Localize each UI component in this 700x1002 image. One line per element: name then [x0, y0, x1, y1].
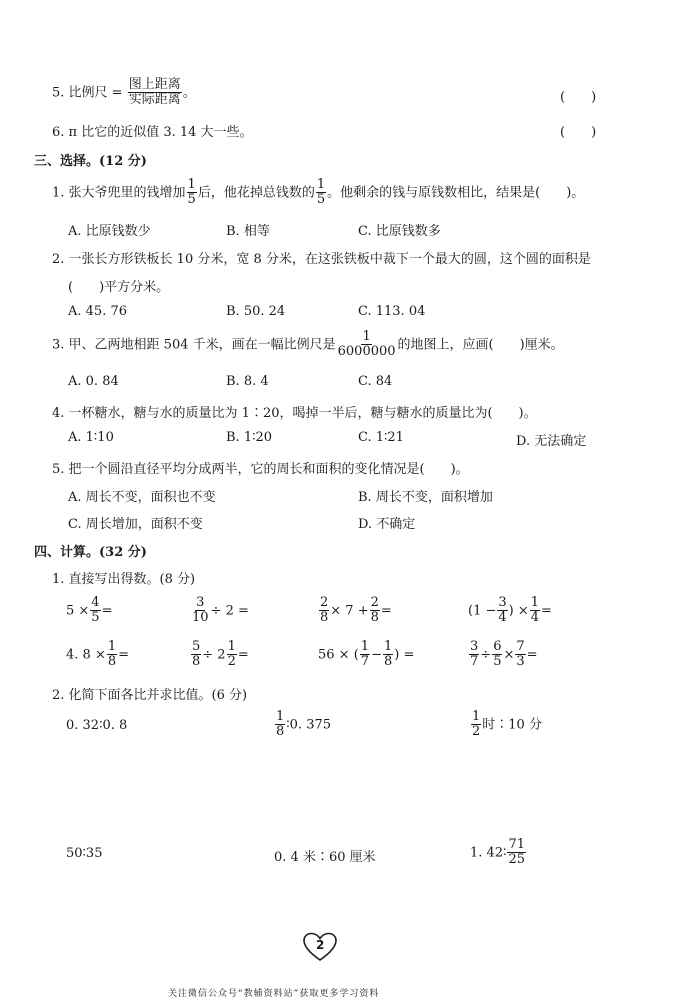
fraction: $\frac{3}{4}$ [498, 595, 507, 626]
judge-q5-text: 5. 比例尺 = [52, 85, 123, 101]
calc-item: (1 − $\frac{3}{4}$ ) × $\frac{1}{4}$ = [468, 595, 552, 626]
calc-item: 4. 8 × $\frac{1}{8}$ = [66, 639, 130, 670]
choice-q1: 1. 张大爷兜里的钱增加 $\frac{1}{5}$ 后，他花掉总钱数的 $\frac{1}{5}$ 。他剩余的钱与原钱数相比，结果是( )。 [52, 177, 585, 208]
choice-q5: 5. 把一个圆沿直径平均分成两半，它的周长和面积的变化情况是( )。 [52, 462, 469, 477]
option[interactable]: C. 比原钱数多 [358, 224, 441, 239]
option[interactable]: A. 1∶10 [68, 430, 114, 445]
option[interactable]: B. 周长不变，面积增加 [358, 490, 493, 505]
ratio-item: 0. 32∶0. 8 [66, 718, 128, 733]
answer-paren[interactable]: ( ) [560, 125, 597, 140]
fraction: $\frac{\text{图上距离}}{\text{实际距离}}$ [128, 77, 181, 108]
fraction: $\frac{4}{5}$ [91, 595, 100, 626]
judge-q6: 6. π 比它的近似值 3. 14 大一些。 [52, 125, 253, 140]
option[interactable]: D. 无法确定 [516, 434, 587, 449]
calc-item: $\frac{3}{10}$ ÷ 2 = [192, 595, 249, 626]
option[interactable]: C. 周长增加，面积不变 [68, 517, 203, 532]
fraction: $\frac{7}{3}$ [516, 639, 525, 670]
calc-item: $\frac{5}{8}$ ÷ 2 $\frac{1}{2}$ = [192, 639, 249, 670]
choice-q4: 4. 一杯糖水，糖与水的质量比为 1∶20，喝掉一半后，糖与糖水的质量比为( )。 [52, 406, 537, 421]
fraction: $\frac{6}{5}$ [493, 639, 502, 670]
option[interactable]: B. 1∶20 [226, 430, 273, 445]
footer-note: 关注微信公众号“教辅资料站”获取更多学习资料 [168, 989, 380, 999]
calc-item: 5 × $\frac{4}{5}$ = [66, 595, 113, 626]
fraction: $\frac{1}{8}$ [383, 639, 393, 670]
fraction: $\frac{1}{5}$ [187, 177, 196, 208]
ratio-item: $\frac{1}{2}$ 时∶10 分 [472, 709, 542, 740]
fraction: $\frac{1}{2}$ [227, 639, 236, 670]
page-number: 2 [316, 938, 325, 952]
calc-item: $\frac{2}{8}$ × 7 + $\frac{2}{8}$ = [320, 595, 392, 626]
sub-question: 1. 直接写出得数。(8 分) [52, 572, 196, 587]
fraction: $\frac{1}{8}$ [276, 709, 285, 740]
fraction: $\frac{1}{5}$ [316, 177, 326, 208]
fraction: $\frac{2}{8}$ [370, 595, 379, 626]
fraction: $\frac{1}{2}$ [472, 709, 481, 740]
fraction: $\frac{1}{4}$ [530, 595, 540, 626]
calc-item: $\frac{3}{7}$ ÷ $\frac{6}{5}$ × $\frac{7}{3}$ = [470, 639, 538, 670]
choice-q2-line2: ( )平方分米。 [68, 280, 170, 295]
judge-q5: 5. 比例尺 = $\frac{\text{图上距离}}{\text{实际距离}}$ 。 [52, 77, 196, 108]
fraction: $\frac{1}{7}$ [360, 639, 370, 670]
section-heading: 三、选择。(12 分) [34, 154, 147, 169]
option[interactable]: D. 不确定 [358, 517, 416, 532]
sub-question: 2. 化简下面各比并求比值。(6 分) [52, 688, 248, 703]
option[interactable]: B. 相等 [226, 224, 270, 239]
answer-paren[interactable]: ( ) [560, 90, 597, 105]
ratio-item: $\frac{1}{8}$ ∶0. 375 [276, 709, 332, 740]
option[interactable]: A. 0. 84 [68, 374, 119, 389]
fraction: $\frac{3}{10}$ [192, 595, 209, 626]
option[interactable]: A. 周长不变，面积也不变 [68, 490, 216, 505]
choice-q3: 3. 甲、乙两地相距 504 千米，画在一幅比例尺是 $\frac{1}{6000000}$ 的地图上，应画( )厘米。 [52, 329, 564, 360]
ratio-item: 50∶35 [66, 846, 103, 861]
option[interactable]: B. 8. 4 [226, 374, 269, 389]
section-heading: 四、计算。(32 分) [34, 545, 147, 560]
page-number-badge [303, 932, 337, 966]
option[interactable]: C. 113. 04 [358, 304, 426, 319]
fraction: $\frac{2}{8}$ [320, 595, 329, 626]
option[interactable]: B. 50. 24 [226, 304, 286, 319]
calc-item: 56 × ( $\frac{1}{7}$ − $\frac{1}{8}$ ) = [318, 639, 415, 670]
option[interactable]: A. 45. 76 [68, 304, 128, 319]
option[interactable]: C. 1∶21 [358, 430, 404, 445]
ratio-item: 1. 42∶ $\frac{71}{25}$ [470, 837, 526, 868]
choice-q2-line1: 2. 一张长方形铁板长 10 分米，宽 8 分米，在这张铁板中裁下一个最大的圆，这个圆的面积是 [52, 252, 591, 267]
fraction: $\frac{1}{6000000}$ [337, 329, 396, 360]
fraction: $\frac{5}{8}$ [192, 639, 201, 670]
fraction: $\frac{71}{25}$ [508, 837, 526, 868]
fraction: $\frac{1}{8}$ [107, 639, 117, 670]
option[interactable]: A. 比原钱数少 [68, 224, 151, 239]
fraction: $\frac{3}{7}$ [470, 639, 479, 670]
option[interactable]: C. 84 [358, 374, 393, 389]
ratio-item: 0. 4 米∶60 厘米 [274, 850, 376, 865]
